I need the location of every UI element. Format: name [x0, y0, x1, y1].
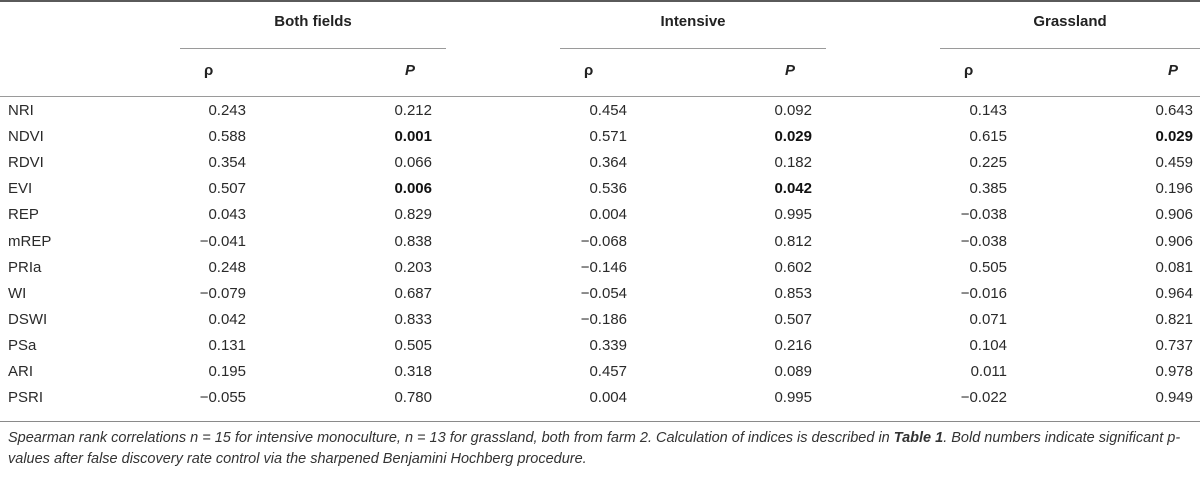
caption-text-2: . Bold numbers indicate significant p-values after false discovery rate control via the sharpened Benjamini Hochberg procedure. [8, 430, 1181, 467]
rho-cell: 0.248 [208, 258, 246, 276]
group-header-grassland: Grassland [1033, 13, 1107, 30]
rho-cell: 0.243 [208, 102, 246, 119]
row-index-label: PRIa [8, 258, 42, 276]
table-row [0, 255, 1200, 281]
p-value-cell: 0.089 [774, 363, 812, 380]
row-index-label: EVI [8, 180, 33, 198]
p-value-cell: 0.853 [774, 284, 812, 302]
p-value-cell: 0.833 [394, 310, 432, 328]
col-head-p-intensive: P [785, 62, 796, 79]
rho-cell: 0.354 [208, 154, 246, 172]
p-value-cell: 0.602 [774, 258, 812, 276]
rho-cell: 0.385 [969, 180, 1007, 198]
rho-cell: −0.055 [199, 389, 246, 407]
col-head-rho-both: ρ [204, 62, 214, 79]
group-underline-grassland [940, 48, 1200, 49]
rho-cell: 0.011 [970, 363, 1007, 380]
p-value-cell: 0.964 [1155, 284, 1193, 302]
row-index-label: WI [8, 284, 27, 302]
row-index-label: RDVI [8, 154, 44, 172]
group-header-intensive: Intensive [660, 13, 726, 30]
p-value-cell: 0.829 [394, 206, 432, 224]
caption-text-1: Spearman rank correlations n = 15 for intensive monoculture, n = 13 for grassland, both from farm 2. Calculation of indices is described in [8, 430, 894, 446]
rho-cell: −0.186 [580, 310, 627, 328]
p-value-cell: 0.978 [1155, 363, 1193, 380]
rho-cell: 0.588 [208, 128, 246, 146]
rho-cell: −0.038 [960, 232, 1007, 250]
rho-cell: 0.043 [208, 206, 246, 224]
p-value-cell: 0.029 [1155, 128, 1193, 146]
row-index-label: ARI [8, 363, 34, 380]
group-underline-both-fields [180, 48, 446, 49]
rho-cell: −0.068 [580, 232, 627, 250]
rho-cell: 0.505 [969, 258, 1007, 276]
p-value-cell: 0.182 [774, 154, 812, 172]
p-value-cell: 0.995 [774, 389, 812, 407]
p-value-cell: 0.821 [1155, 310, 1193, 328]
table-bottom-rule [0, 421, 1200, 422]
rho-cell: −0.054 [580, 284, 627, 302]
table-row [0, 124, 1200, 150]
table-row [0, 98, 1200, 124]
p-value-cell: 0.001 [394, 128, 432, 146]
rho-cell: −0.038 [960, 206, 1007, 224]
table-top-rule [0, 0, 1200, 2]
col-head-rho-grassland: ρ [964, 62, 974, 79]
group-underline-intensive [560, 48, 826, 49]
p-value-cell: 0.906 [1155, 206, 1193, 224]
col-head-rho-intensive: ρ [584, 62, 594, 79]
p-value-cell: 0.066 [394, 154, 432, 172]
p-value-cell: 0.505 [394, 336, 432, 354]
header-rule [0, 96, 1200, 97]
p-value-cell: 0.838 [394, 232, 432, 250]
p-value-cell: 0.006 [394, 180, 432, 198]
rho-cell: 0.143 [969, 102, 1007, 119]
p-value-cell: 0.212 [394, 102, 432, 119]
p-value-cell: 0.643 [1155, 102, 1193, 119]
row-index-label: PSRI [8, 389, 44, 407]
table-row [0, 150, 1200, 176]
table-row [0, 176, 1200, 202]
rho-cell: −0.016 [960, 284, 1007, 302]
table-caption [8, 428, 1194, 470]
rho-cell: 0.457 [589, 363, 627, 380]
rho-cell: 0.042 [208, 310, 246, 328]
p-value-cell: 0.812 [774, 232, 812, 250]
p-value-cell: 0.081 [1155, 258, 1193, 276]
table-row [0, 307, 1200, 333]
p-value-cell: 0.780 [394, 389, 432, 407]
col-head-p-both: P [405, 62, 416, 79]
row-index-label: PSa [8, 336, 37, 354]
row-index-label: NDVI [8, 128, 44, 146]
group-header-both-fields: Both fields [274, 13, 352, 30]
rho-cell: 0.071 [969, 310, 1007, 328]
rho-cell: 0.004 [589, 206, 627, 224]
caption-table-ref[interactable]: Table 1 [893, 430, 944, 446]
row-index-label: REP [8, 206, 39, 224]
rho-cell: −0.146 [580, 258, 627, 276]
table-row [0, 281, 1200, 307]
rho-cell: 0.131 [208, 336, 246, 354]
p-value-cell: 0.995 [774, 206, 812, 224]
col-head-p-grassland: P [1168, 62, 1179, 79]
p-value-cell: 0.507 [774, 310, 812, 328]
rho-cell: 0.339 [589, 336, 627, 354]
rho-cell: 0.104 [969, 336, 1007, 354]
p-value-cell: 0.737 [1155, 336, 1193, 354]
p-value-cell: 0.318 [394, 363, 432, 380]
row-index-label: mREP [8, 232, 52, 250]
row-index-label: DSWI [8, 310, 48, 328]
rho-cell: −0.079 [199, 284, 246, 302]
p-value-cell: 0.906 [1155, 232, 1193, 250]
p-value-cell: 0.196 [1155, 180, 1193, 198]
rho-cell: 0.571 [589, 128, 627, 146]
rho-cell: 0.004 [589, 389, 627, 407]
rho-cell: 0.225 [969, 154, 1007, 172]
rho-cell: 0.454 [589, 102, 627, 119]
p-value-cell: 0.216 [774, 336, 812, 354]
p-value-cell: 0.042 [774, 180, 812, 198]
row-index-label: NRI [8, 102, 34, 119]
p-value-cell: 0.949 [1155, 389, 1193, 407]
rho-cell: 0.364 [589, 154, 627, 172]
table-row [0, 229, 1200, 255]
p-value-cell: 0.687 [394, 284, 432, 302]
p-value-cell: 0.092 [774, 102, 812, 119]
table-row [0, 333, 1200, 359]
rho-cell: 0.536 [589, 180, 627, 198]
rho-cell: −0.022 [960, 389, 1007, 407]
rho-cell: −0.041 [199, 232, 246, 250]
p-value-cell: 0.029 [774, 128, 812, 146]
table-row [0, 385, 1200, 411]
table-row [0, 359, 1200, 385]
rho-cell: 0.195 [208, 363, 246, 380]
rho-cell: 0.615 [969, 128, 1007, 146]
p-value-cell: 0.459 [1155, 154, 1193, 172]
rho-cell: 0.507 [208, 180, 246, 198]
table-row [0, 202, 1200, 228]
p-value-cell: 0.203 [394, 258, 432, 276]
